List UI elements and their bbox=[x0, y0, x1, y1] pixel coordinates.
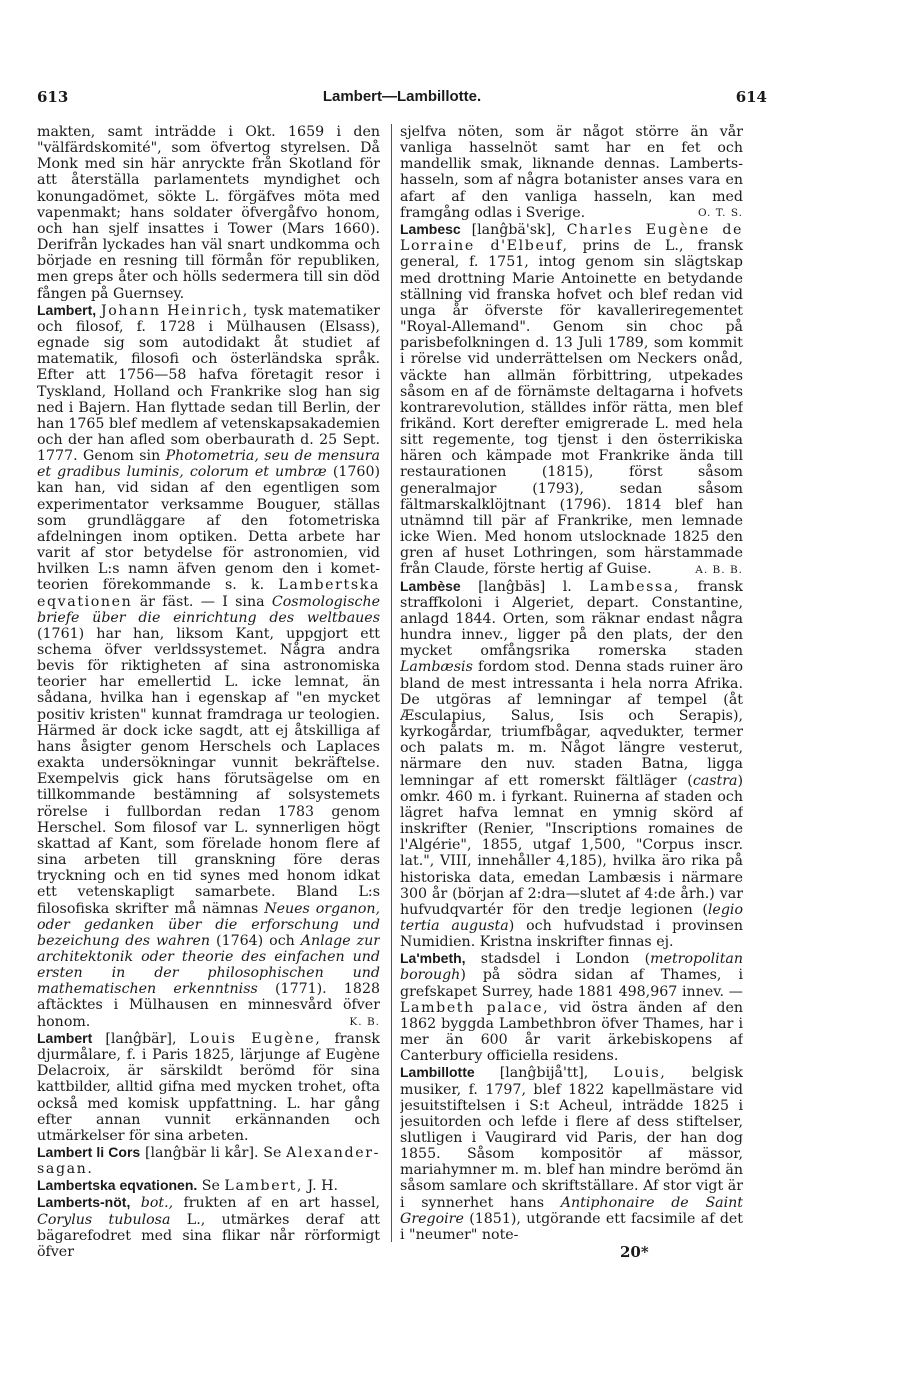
cross-reference: Alexander-sagan. bbox=[37, 1145, 380, 1178]
right-column bbox=[400, 124, 743, 1243]
entry-lambert-johann-heinrich: Lambert, Johann Heinrich, tysk matematiker och filosof, f. 1728 i Mülhausen (Elsass), egnade sig som autodidakt åt studiet af matematik, filosofi och österländska språk. Efter att 1756—58 hafva företagit resor i Tyskland, Holland och Frankrike slog han sig ned i Bajern. Han flyttade sedan till Berlin, der han 1765 blef medlem af vetenskapsakademien och der han afled som oberbaurath d. 25 Sept. 1777. Genom sin Photometria, seu de mensura et gradibus luminis, colorum et umbræ (1760) kan han, vid sidan af den egentligen som experimentator verksamme Bouguer, ställas som grundläggare af den fotometriska afdelningen inom optiken. Detta arbete har varit af stor betydelse för astronomien, vid hvilken L:s namn äfven genom den i komet-teorien förekommande s. k. Lambertska eqvationen är fäst. — I sina Cosmologische briefe über die einrichtung des weltbaues (1761) har han, liksom Kant, uppgjort ett schema öfver verldssystemet. Några andra bevis för riktigheten af sina astronomiska teorier har emellertid L. icke lemnat, än sådana, hvilka han i egenskap af "en mycket positiv kristen" kunnat framdraga ur teologien. Härmed är dock icke sagdt, att ej åtskilliga af hans åsigter genom Herschels och Laplaces exakta undersökningar vunnit bekräftelse. Exempelvis gick hans förutsägelse om en tillkommande bestämning af solsystemets rörelse i fullbordan redan 1783 genom Herschel. Som filosof var L. synnerligen högt skattad af Kant, som förelade honom flere af sina arbeten till granskning före deras tryckning och en tid synes med honom idkat ett vetenskapligt samarbete. Bland L:s filosofiska skrifter må nämnas Neues organon, oder gedanken über die erforschung und bezeichung des wahren (1764) och Anlage zur architektonik oder theorie des einfachen und ersten in der philosophischen und mathematischen erkenntniss (1771). 1828 aftäcktes i Mülhausen en minnesvård öfver honom. K. B. bbox=[37, 301, 380, 1030]
work-title: Neues organon, oder gedanken über die erforschung und bezeichung des wahren bbox=[37, 900, 380, 949]
page-number-left: 613 bbox=[37, 88, 69, 106]
work-title: Antiphonaire de Saint Gregoire bbox=[400, 1194, 743, 1227]
work-title: Cosmologische briefe über die einrichtung des weltbaues bbox=[37, 593, 380, 626]
entry-person-name: Johann Heinrich, bbox=[100, 302, 249, 319]
entry-headword: Lambillotte bbox=[400, 1064, 475, 1081]
author-signature: K. B. bbox=[349, 1015, 380, 1028]
entry-lambese: Lambèse [lanĝbäs] l. Lambessa, fransk straffkoloni i Algeriet, depart. Constantine, anlagd 1844. Orten, som räknar endast några hundra innev., ligger på den plats, der den mycket omfångsrika romerska staden Lambæsis fordom stod. Denna stads ruiner äro bland de mest intressanta i hela norra Afrika. De utgöras af lemningar af tempel (åt Æsculapius, Salus, Isis och Serapis), kyrkogårdar, triumfbågar, aqvedukter, termer och palats m. m. Något längre vesterut, närmare den nuv. staden Batna, ligga lemningar af ett romerskt fältläger (castra) omkr. 460 m. i fyrkant. Ruinerna af staden och lägret hafva lemnat en ymnig skörd af inskrifter (Renier, "Inscriptions romaines de l'Algérie", 1855, utgaf 1,500, "Corpus inscr. lat.", VIII, innehåller 4,185), hvilka äro rika på historiska data, emedan Lambæsis i närmare 300 år (början af 2:dra—slutet af 4:de årh.) var hufvudqvartér för den tredje legionen (legio tertia augusta) och hufvudstad i provinsen Numidien. Kristna inskrifter finnas ej. bbox=[400, 577, 743, 951]
entry-lambert-li-cors: Lambert li Cors [lanĝbär li kår]. Se Alexander-sagan. bbox=[37, 1144, 380, 1178]
entry-headword: La'mbeth, bbox=[400, 950, 466, 967]
entry-headword: Lambertska eqvationen. bbox=[37, 1177, 198, 1194]
entry-lambeth: La'mbeth, stadsdel i London (metropolitan borough) på södra sidan af Thames, i grefskapet Surrey, hade 1881 498,967 innev. — Lambeth palace, vid östra änden af den 1862 byggda Lambethbron öfver Thames, har i mer än 600 år varit ärkebiskopens af Canterbury officiella residens. bbox=[400, 950, 743, 1065]
entry-lambillotte: Lambillotte [lanĝbijå'tt], Louis, belgisk musiker, f. 1797, blef 1822 kapellmästare vid jesuitstiftelsen i S:t Acheul, inträdde 1825 i jesuitorden och lefde i flere af dess stiftelser, slutligen i Vaugirard vid Paris, der han dog 1855. Såsom kompositör af mässor, mariahymner m. m. blef han mindre berömd än såsom samlare och skriftställare. Af stor vigt är i synnerhet hans Antiphonaire de Saint Gregoire (1851), utgörande ett facsimile af det i "neumer" note- bbox=[400, 1064, 743, 1243]
entry-headword: Lamberts-nöt, bbox=[37, 1194, 131, 1211]
entry-headword: Lambert, bbox=[37, 301, 97, 318]
entry-alt-name: Lambessa, bbox=[589, 578, 681, 595]
entry-person-name: Louis Eugène, bbox=[189, 1030, 322, 1047]
species-name: Corylus tubulosa bbox=[37, 1211, 171, 1228]
entry-lambesc: Lambesc [lanĝbä'sk], Charles Eugène de Lorraine d'Elbeuf, prins de L., fransk general, f. 1751, intog genom sin slägtskap med drottning Marie Antoinette en betydande ställning vid franska hofvet och blef redan vid unga år öfverste för kavalleriregementet "Royal-Allemand". Genom sin choc på parisbefolkningen d. 13 Juli 1789, som kommit i rörelse vid underrättelsen om Neckers onåd, väckte han allmän förbittring, utpekades såsom en af de förnämste deltagarna i hofvets kontrarevolution, ställdes inför rätta, men blef frikänd. Kort derefter emigrerade L. med hela sitt regemente, tog tjenst i den österrikiska hären och kämpade mot Frankrike ända till restaurationen (1815), först såsom generalmajor (1793), sedan såsom fältmarskalklöjtnant (1796). 1814 blef han utnämnd till pär af Frankrike, men lemnade icke Wien. Med honom utslocknade 1825 den gren af huset Lothringen, som härstammade från Claude, förste hertig af Guise. A. B. B. bbox=[400, 221, 743, 578]
spaced-term: Lambertska eqvationen bbox=[37, 577, 380, 610]
left-column bbox=[37, 124, 380, 1260]
entry-headword: Lambesc bbox=[400, 221, 461, 238]
entry-headword: Lambert bbox=[37, 1029, 93, 1046]
work-title: Anlage zur architektonik oder theorie des einfachen und ersten in der philosophischen und mathematischen erkenntniss bbox=[37, 932, 380, 998]
column-divider bbox=[391, 124, 392, 1242]
work-title: Photometria, seu de mensura et gradibus luminis, colorum et umbræ bbox=[37, 448, 380, 481]
page-number-right: 614 bbox=[735, 88, 767, 106]
entry-lambertska-eqvationen: Lambertska eqvationen. Se Lambert, J. H. bbox=[37, 1177, 339, 1195]
page-header bbox=[37, 88, 767, 112]
spaced-term: Lambeth palace, bbox=[400, 999, 550, 1016]
signature-mark: 20* bbox=[620, 1243, 649, 1261]
entry-person-name: Louis, bbox=[613, 1065, 667, 1082]
entry-headword: Lambert li Cors bbox=[37, 1144, 141, 1160]
author-signature: O. T. S. bbox=[698, 206, 743, 219]
author-signature: A. B. B. bbox=[695, 563, 743, 576]
running-title: Lambert—Lambillotte. bbox=[322, 88, 482, 105]
entry-lambert-louis-eugene: Lambert [lanĝbär], Louis Eugène, fransk djurmålare, f. i Paris 1825, lärjunge af Eugène Delacroix, är särskildt berömd för sina kattbilder, alltid gifna med mycken trohet, ofta också med komisk uppfattning. L. har gång efter annan vunnit erkännanden och utmärkelser för sina arbeten. bbox=[37, 1029, 380, 1144]
entry-continuation: sjelfva nöten, som är något större än vår vanliga hasselnöt samt har en fet och mandellik smak, liknande dennas. Lamberts-hasseln, som af några botanister anses vara en afart af den vanliga hasseln, kan med framgång odlas i Sverige. O. T. S. bbox=[400, 124, 743, 221]
entry-continuation: makten, samt inträdde i Okt. 1659 i den "välfärdskomité", som öfvertog styrelsen. Då Monk med sin här anryckte från Skotland för att återställa parlamentets myndighet och konungadömet, sökte L. förgäfves möta med vapenmakt; hans soldater öfvergåfvo honom, och han sjelf insattes i Tower (Mars 1660). Derifrån lyckades han väl snart undkomma och började en resning till förmån för republiken, men greps åter och hölls sedermera till sin död fången på Guernsey. bbox=[37, 124, 380, 302]
cross-reference: Lambert, bbox=[224, 1178, 304, 1195]
entry-headword: Lambèse bbox=[400, 577, 461, 594]
entry-lamberts-not: Lamberts-nöt, bot., frukten af en art hassel, Corylus tubulosa L., utmärkes deraf att bägarefodret med sina flikar når rörformigt öfver bbox=[37, 1194, 380, 1260]
entry-person-name: Charles Eugène de Lorraine d'Elbeuf, bbox=[400, 222, 743, 255]
